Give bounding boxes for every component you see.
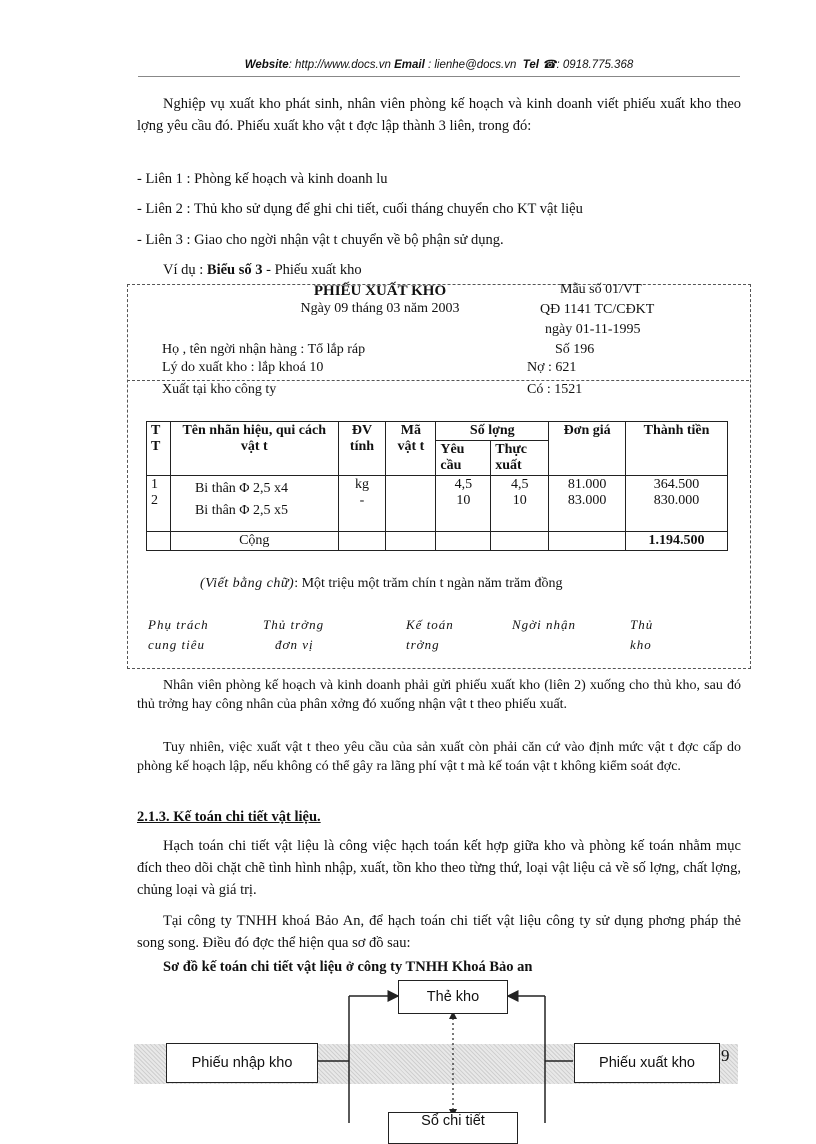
- form-qd: QĐ 1141 TC/CĐKT: [540, 302, 655, 317]
- email-value[interactable]: : lienhe@docs.vn: [427, 59, 517, 71]
- form-date: Ngày 09 tháng 03 năm 2003: [300, 301, 460, 316]
- diagram-title: Sơ đồ kế toán chi tiết vật liệu ở công ty TNHH Khoá Bảo an: [163, 959, 533, 975]
- header-price: Đơn giá: [549, 422, 626, 476]
- page-header: [138, 57, 740, 71]
- header-total: Thành tiền: [626, 422, 728, 476]
- box-phieu-xuat-kho: Phiếu xuất kho: [574, 1043, 720, 1083]
- row-code: [386, 476, 436, 532]
- header-tt: T T: [147, 422, 171, 476]
- row-total: 364.500 830.000: [626, 476, 728, 532]
- section-heading: 2.1.3. Kế toán chi tiết vật liệu.: [137, 809, 321, 825]
- body-paragraph-2: Tuy nhiên, việc xuất vật t theo yêu cầu của sản xuất còn phải căn cứ vào định mức vật t đợc cấp do phòng kế hoạch lập, nếu không có thể gây ra lãng phí vật t mà kế toán vật t không kiểm soát đợc.: [137, 740, 741, 774]
- header-requested: Yêu cầu: [436, 441, 491, 476]
- form-reason: Lý do xuất kho : lắp khoá 10: [162, 360, 324, 375]
- box-phieu-nhap-kho: Phiếu nhập kho: [166, 1043, 318, 1083]
- box-so-chi-tiet: Sổ chi tiết: [388, 1112, 518, 1144]
- website-label: Website: [244, 59, 289, 71]
- tel-label: Tel: [522, 59, 539, 71]
- signature-cung-tieu: Phụ trách cung tiêu: [148, 617, 209, 652]
- lien-2: - Liên 2 : Thủ kho sử dụng để ghi chi tiết, cuối tháng chuyển cho KT vật liệu: [137, 201, 583, 217]
- lien-3: - Liên 3 : Giao cho ngời nhận vật t chuyển về bộ phận sử dụng.: [137, 232, 504, 248]
- header-quantity: Số lợng: [436, 422, 549, 441]
- form-mau-so: Mẫu số 01/VT: [560, 282, 642, 297]
- signature-ke-toan: Kế toán trởng: [406, 617, 454, 652]
- header-unit: ĐV tính: [338, 422, 386, 476]
- tel-value: : 0918.775.368: [556, 59, 634, 71]
- sum-label: Cộng: [170, 532, 338, 551]
- form-qd-date: ngày 01-11-1995: [545, 322, 641, 337]
- form-no-account: Nợ : 621: [527, 360, 577, 375]
- body-paragraph-1: Nhân viên phòng kế hoạch và kinh doanh phải gửi phiếu xuất kho (liên 2) xuống cho thủ kho, sau đó thủ trởng hay công nhân của phân xởng đó xuống nhận vật t theo phiếu xuất.: [137, 678, 741, 712]
- sum-value: 1.194.500: [626, 532, 728, 551]
- form-so: Số 196: [555, 342, 595, 357]
- signature-thu-kho: Thủ kho: [630, 617, 654, 652]
- table-header-row: [147, 422, 728, 441]
- row-unit: kg -: [338, 476, 386, 532]
- row-name: Bi thân Φ 2,5 x4 Bi thân Φ 2,5 x5: [170, 476, 338, 532]
- form-divider-top: [127, 380, 749, 381]
- website-value[interactable]: : http://www.docs.vn: [288, 59, 391, 71]
- signature-nguoi-nhan: Ngời nhận: [512, 617, 576, 632]
- email-label: Email: [394, 59, 425, 71]
- body-paragraph-4: Tại công ty TNHH khoá Bảo An, để hạch toán chi tiết vật liệu công ty sử dụng phơng pháp thẻ song song. Điều đó đợc thể hiện qua sơ đồ sau:: [137, 913, 741, 951]
- form-co-account: Có : 1521: [527, 382, 583, 397]
- row-price: 81.000 83.000: [549, 476, 626, 532]
- intro-paragraph: Nghiệp vụ xuất kho phát sinh, nhân viên phòng kế hoạch và kinh doanh viết phiếu xuất kho theo lợng yêu cầu đó. Phiếu xuất kho vật t đợc lập thành 3 liên, trong đó:: [137, 96, 741, 134]
- header-divider: [138, 76, 740, 77]
- box-the-kho: Thẻ kho: [398, 980, 508, 1014]
- header-actual: Thực xuất: [491, 441, 549, 476]
- example-caption: Ví dụ : Biểu số 3 - Phiếu xuất kho: [163, 262, 362, 278]
- form-title: PHIẾU XUẤT KHO: [313, 283, 447, 299]
- form-warehouse: Xuất tại kho công ty: [162, 382, 277, 397]
- lien-1: - Liên 1 : Phòng kế hoạch và kinh doanh lu: [137, 171, 388, 187]
- table-row: [147, 476, 728, 532]
- phone-icon: ☎: [542, 59, 557, 71]
- row-actual: 4,5 10: [491, 476, 549, 532]
- table-sum-row: [147, 532, 728, 551]
- row-tt: 1 2: [147, 476, 171, 532]
- form-receiver: Họ , tên ngời nhận hàng : Tổ lắp ráp: [162, 342, 366, 357]
- body-paragraph-3: Hạch toán chi tiết vật liệu là công việc hạch toán kết hợp giữa kho và phòng kế toán nhằm mục đích theo dõi chặt chẽ tình hình nhập, xuất, tồn kho theo từng thứ, loại vật liệu cả về số lợng, chất lợng, chủng loại và giá trị.: [137, 838, 741, 898]
- in-words: (Viết bằng chữ): Một triệu một trăm chín t ngàn năm trăm đồng: [200, 576, 563, 591]
- invoice-table: [146, 421, 728, 551]
- header-code: Mã vật t: [386, 422, 436, 476]
- header-name: Tên nhãn hiệu, qui cách vật t: [170, 422, 338, 476]
- page-number: 9: [721, 1046, 730, 1065]
- signature-thu-truong: Thủ trởng đơn vị: [263, 617, 325, 652]
- row-requested: 4,5 10: [436, 476, 491, 532]
